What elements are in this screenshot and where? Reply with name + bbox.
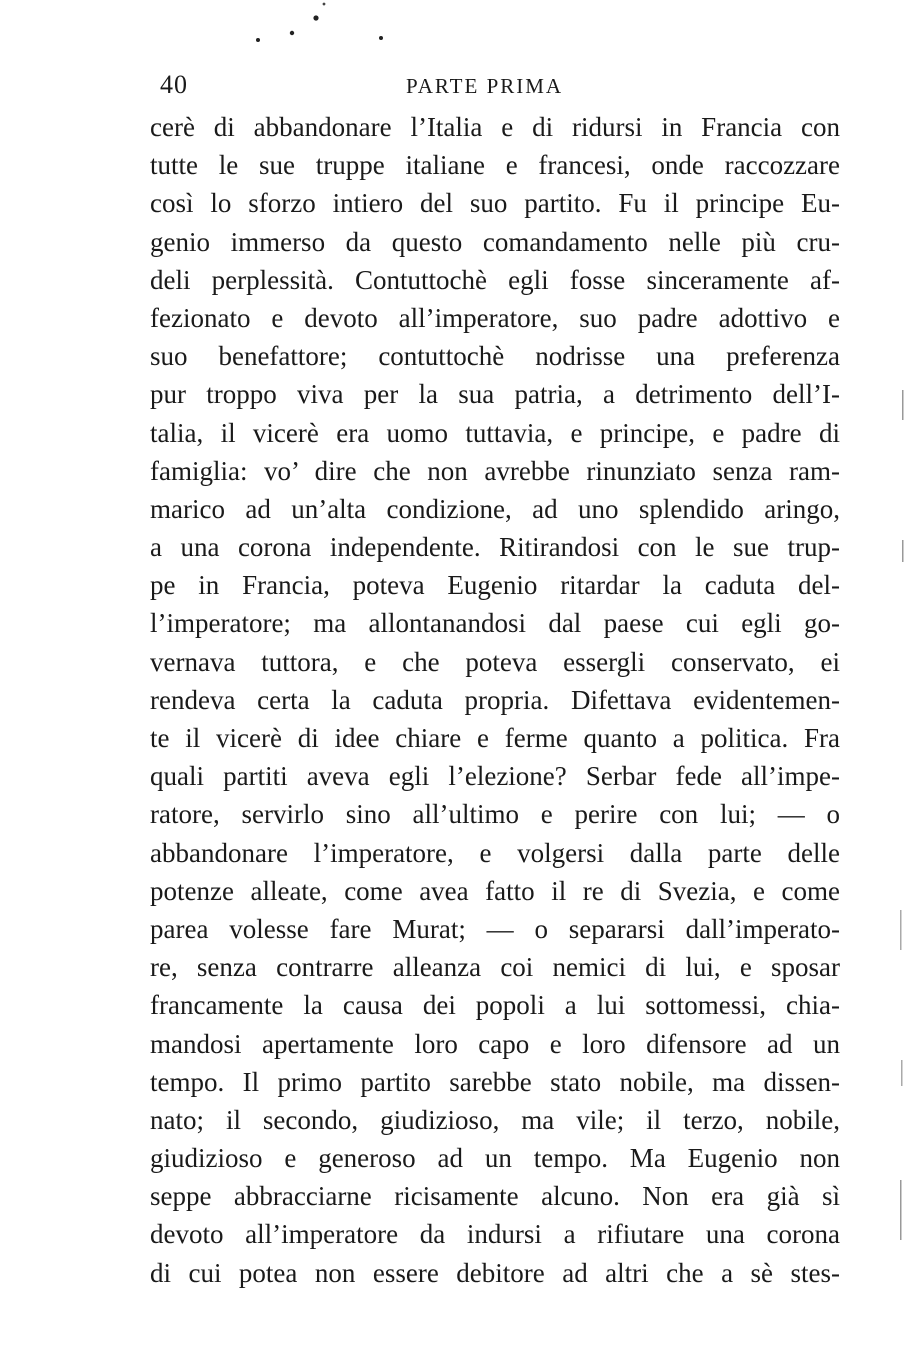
ink-speck: [313, 15, 318, 20]
margin-mark: [902, 390, 904, 420]
text-line: pur troppo viva per la sua patria, a detrimento dell’I-: [150, 379, 840, 410]
text-line: di cui potea non essere debitore ad altri che a sè stes-: [150, 1257, 840, 1288]
text-line: devoto all’imperatore da indursi a rifiutare una corona: [150, 1219, 840, 1250]
text-line: deli perplessità. Contuttochè egli fosse sinceramente af-: [150, 264, 840, 295]
print-specks: [0, 0, 910, 60]
text-line: quali partiti aveva egli l’elezione? Serbar fede all’impe-: [150, 761, 840, 792]
text-line: vernava tuttora, e che poteva essergli conservato, ei: [150, 646, 840, 677]
text-line: talia, il vicerè era uomo tuttavia, e principe, e padre di: [150, 417, 840, 448]
text-line: ratore, servirlo sino all’ultimo e perire con lui; — o: [150, 799, 840, 830]
text-line: tutte le sue truppe italiane e francesi, onde raccozzare: [150, 150, 840, 181]
ink-speck: [256, 38, 260, 42]
text-line: te il vicerè di idee chiare e ferme quanto a politica. Fra: [150, 723, 840, 753]
text-line: re, senza contrarre alleanza coi nemici di lui, e sposar: [150, 952, 840, 983]
text-line: francamente la causa dei popoli a lui sottomessi, chia-: [150, 990, 840, 1021]
text-line: così lo sforzo intiero del suo partito. Fu il principe Eu-: [150, 188, 840, 219]
margin-mark: [900, 910, 902, 950]
margin-mark: [900, 1180, 902, 1240]
margin-marks: [896, 380, 910, 1280]
text-line: nato; il secondo, giudizioso, ma vile; il terzo, nobile,: [150, 1104, 840, 1135]
body-text: [150, 108, 840, 1292]
text-line: tempo. Il primo partito sarebbe stato nobile, ma dissen-: [150, 1066, 840, 1097]
text-line: a una corona independente. Ritirandosi con le sue trup-: [150, 532, 840, 563]
text-line: pe in Francia, poteva Eugenio ritardar la caduta del-: [150, 570, 840, 601]
ink-speck: [290, 31, 294, 35]
text-line: abbandonare l’imperatore, e volgersi dalla parte delle: [150, 837, 840, 868]
ink-speck: [323, 3, 326, 6]
page-header: [158, 70, 838, 106]
text-line: giudizioso e generoso ad un tempo. Ma Eugenio non: [150, 1143, 840, 1174]
text-line: marico ad un’alta condizione, ad uno splendido aringo,: [150, 493, 840, 524]
margin-mark: [901, 1060, 903, 1086]
margin-mark: [902, 540, 904, 562]
text-line: seppe abbracciarne ricisamente alcuno. Non era già sì: [150, 1181, 840, 1212]
text-line: mandosi apertamente loro capo e loro difensore ad un: [150, 1028, 840, 1059]
text-line: potenze alleate, come avea fatto il re di Svezia, e come: [150, 875, 840, 906]
text-line: rendeva certa la caduta propria. Difettava evidentemen-: [150, 684, 840, 715]
text-line: fezionato e devoto all’imperatore, suo padre adottivo e: [150, 302, 840, 333]
text-line: suo benefattore; contuttochè nodrisse una preferenza: [150, 341, 840, 372]
running-head: PARTE PRIMA: [406, 74, 564, 98]
text-line: parea volesse fare Murat; — o separarsi dall’imperato-: [150, 913, 840, 944]
ink-speck: [379, 36, 383, 40]
text-line: genio immerso da questo comandamento nelle più cru-: [150, 226, 840, 257]
text-line: cerè di abbandonare l’Italia e di ridursi in Francia con: [150, 112, 840, 142]
page-number: 40: [160, 70, 188, 99]
text-line: famiglia: vo’ dire che non avrebbe rinunziato senza ram-: [150, 455, 840, 486]
text-line: l’imperatore; ma allontanandosi dal paese cui egli go-: [150, 608, 840, 639]
